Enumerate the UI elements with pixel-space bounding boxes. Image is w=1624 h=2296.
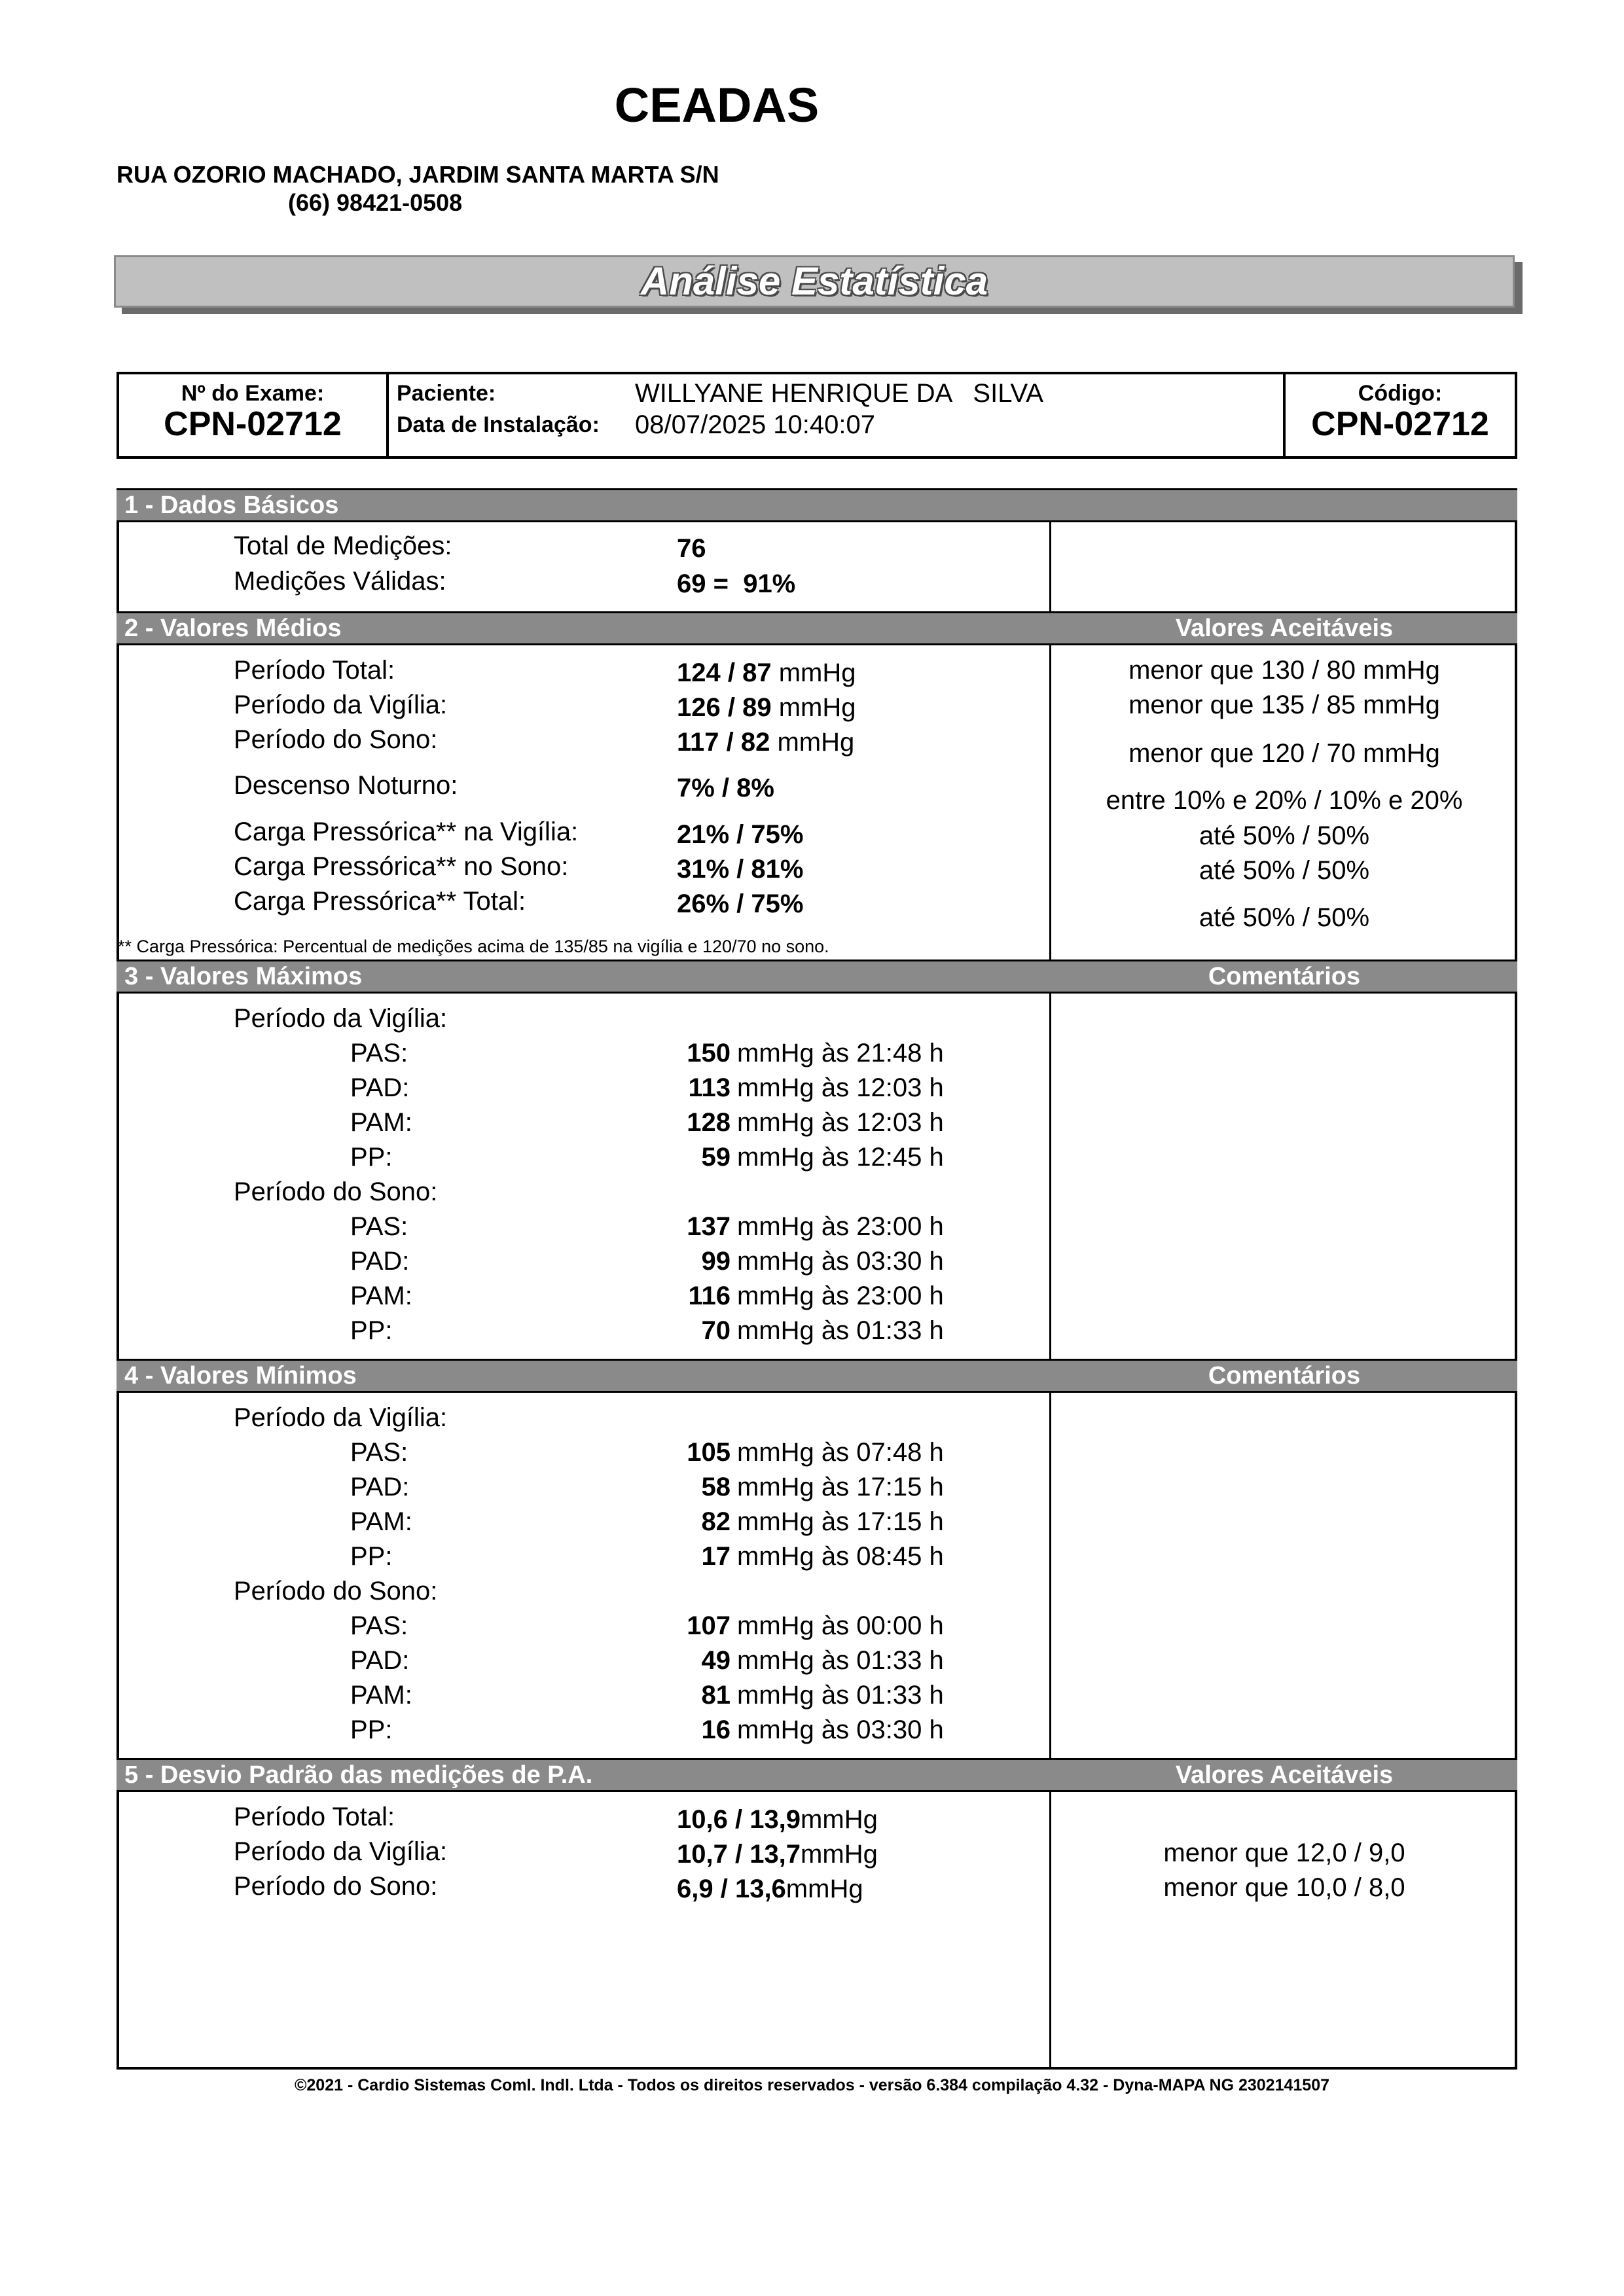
mean-label: Período Total: [234,656,395,685]
mean-value: 126 / 89 mmHg [677,693,856,722]
mean-reference: entre 10% e 20% / 10% e 20% [1106,786,1463,815]
max-param-time: mmHg às 12:03 h [737,1108,944,1137]
mean-value: 31% / 81% [677,855,804,884]
min-param-time: mmHg às 01:33 h [737,1681,944,1710]
min-param-time: mmHg às 08:45 h [737,1542,944,1571]
max-param-label: PAM: [350,1108,412,1137]
max-param-value: 116 [688,1282,731,1310]
min-param-value: 82 [701,1507,731,1536]
mean-label: Carga Pressórica** na Vigília: [234,817,579,846]
max-param-value: 150 [687,1039,731,1067]
org-address: RUA OZORIO MACHADO, JARDIM SANTA MARTA S/N [117,161,719,188]
max-param-label: PAS: [350,1212,408,1241]
org-name: CEADAS [614,78,820,132]
mean-value: 117 / 82 mmHg [677,728,855,757]
min-param-value: 49 [701,1646,731,1675]
max-param-time: mmHg às 23:00 h [737,1212,944,1241]
min-param-label: PP: [350,1715,393,1744]
std-dev-label: Período da Vigília: [234,1837,448,1866]
mean-value: 124 / 87 mmHg [677,658,856,687]
min-param-label: PAS: [350,1611,408,1640]
mean-label: Carga Pressórica** no Sono: [234,852,569,881]
min-param-time: mmHg às 03:30 h [737,1715,944,1744]
max-param-time: mmHg às 12:45 h [737,1143,944,1172]
mean-reference: até 50% / 50% [1199,903,1370,932]
max-param-value: 70 [701,1316,731,1345]
section-5-title: 5 - Desvio Padrão das medições de P.A. [124,1761,593,1789]
mean-label: Carga Pressórica** Total: [234,887,526,916]
max-param-time: mmHg às 01:33 h [737,1316,944,1345]
section-2-right-title: Valores Aceitáveis [1175,615,1394,642]
column-divider [1049,488,1051,2070]
min-param-time: mmHg às 07:48 h [737,1438,944,1467]
copyright-footer: ©2021 - Cardio Sistemas Coml. Indl. Ltda - Todos os direitos reservados - versão 6.384 compilação 4.32 - Dyna-MAPA NG 2302141507 [294,2076,1330,2094]
section-3-right-title: Comentários [1208,963,1361,990]
std-dev-value: 10,6 / 13,9mmHg [677,1805,878,1834]
min-param-label: PP: [350,1542,393,1571]
org-phone: (66) 98421-0508 [288,189,463,216]
min-param-value: 105 [687,1438,731,1467]
min-param-label: PAM: [350,1507,412,1536]
section-1-title: 1 - Dados Básicos [124,492,339,519]
mean-reference: menor que 130 / 80 mmHg [1128,656,1440,685]
mean-label: Período do Sono: [234,725,438,754]
install-date: 08/07/2025 10:40:07 [635,410,876,439]
section-5-right-title: Valores Aceitáveis [1175,1761,1394,1789]
max-param-value: 128 [687,1108,731,1137]
section-2-title: 2 - Valores Médios [124,615,342,642]
max-param-label: PP: [350,1143,393,1172]
min-param-time: mmHg às 00:00 h [737,1611,944,1640]
mean-reference: menor que 120 / 70 mmHg [1128,739,1440,768]
period-label: Período da Vigília: [234,1403,448,1432]
max-param-label: PP: [350,1316,393,1345]
max-param-label: PAD: [350,1073,410,1102]
section-3-title: 3 - Valores Máximos [124,963,363,990]
mean-value: 26% / 75% [677,889,804,918]
max-param-time: mmHg às 21:48 h [737,1039,944,1067]
min-param-time: mmHg às 17:15 h [737,1473,944,1501]
mean-label: Descenso Noturno: [234,771,458,800]
exam-number-label: Nº do Exame: [181,381,325,406]
min-param-time: mmHg às 01:33 h [737,1646,944,1675]
max-param-value: 99 [701,1247,731,1276]
min-param-value: 107 [687,1611,731,1640]
exam-info-divider [386,372,389,459]
max-param-time: mmHg às 12:03 h [737,1073,944,1102]
period-label: Período do Sono: [234,1177,438,1206]
max-param-label: PAD: [350,1247,410,1276]
period-label: Período da Vigília: [234,1004,448,1033]
min-param-value: 17 [701,1542,731,1571]
std-dev-label: Período do Sono: [234,1872,438,1901]
exam-number: CPN-02712 [164,405,342,443]
valid-measurements-value: 69 = 91% [677,569,796,598]
std-dev-value: 10,7 / 13,7mmHg [677,1840,878,1869]
mean-reference: até 50% / 50% [1199,821,1370,850]
code-value: CPN-02712 [1311,405,1489,443]
max-param-label: PAM: [350,1282,412,1310]
total-measurements-value: 76 [677,534,706,563]
max-param-label: PAS: [350,1039,408,1067]
code-label: Código: [1358,381,1443,406]
std-dev-reference: menor que 12,0 / 9,0 [1163,1839,1405,1867]
install-date-label: Data de Instalação: [397,412,600,437]
min-param-label: PAD: [350,1473,410,1501]
patient-name: WILLYANE HENRIQUE DA SILVA [635,379,1043,408]
mean-reference: menor que 135 / 85 mmHg [1128,691,1440,719]
patient-label: Paciente: [397,381,496,406]
mean-label: Período da Vigília: [234,691,448,719]
min-param-label: PAD: [350,1646,410,1675]
mean-reference: até 50% / 50% [1199,856,1370,885]
min-param-value: 16 [701,1715,731,1744]
pressure-load-footnote: ** Carga Pressórica: Percentual de medições acima de 135/85 na vigília e 120/70 no sono. [118,937,829,956]
max-param-time: mmHg às 23:00 h [737,1282,944,1310]
total-measurements-label: Total de Medições: [234,531,452,560]
valid-measurements-label: Medições Válidas: [234,567,446,596]
max-param-value: 59 [701,1143,731,1172]
min-param-time: mmHg às 17:15 h [737,1507,944,1536]
mean-value: 7% / 8% [677,774,774,802]
min-param-label: PAM: [350,1681,412,1710]
section-4-right-title: Comentários [1208,1362,1361,1390]
std-dev-label: Período Total: [234,1803,395,1831]
max-param-time: mmHg às 03:30 h [737,1247,944,1276]
mean-value: 21% / 75% [677,820,804,849]
banner-title: Análise Estatística [640,259,988,303]
max-param-value: 113 [688,1073,731,1102]
std-dev-value: 6,9 / 13,6mmHg [677,1874,863,1903]
min-param-value: 58 [701,1473,731,1501]
min-param-label: PAS: [350,1438,408,1467]
min-param-value: 81 [701,1681,731,1710]
period-label: Período do Sono: [234,1577,438,1605]
section-4-title: 4 - Valores Mínimos [124,1362,357,1390]
std-dev-reference: menor que 10,0 / 8,0 [1163,1873,1405,1902]
max-param-value: 137 [687,1212,731,1241]
